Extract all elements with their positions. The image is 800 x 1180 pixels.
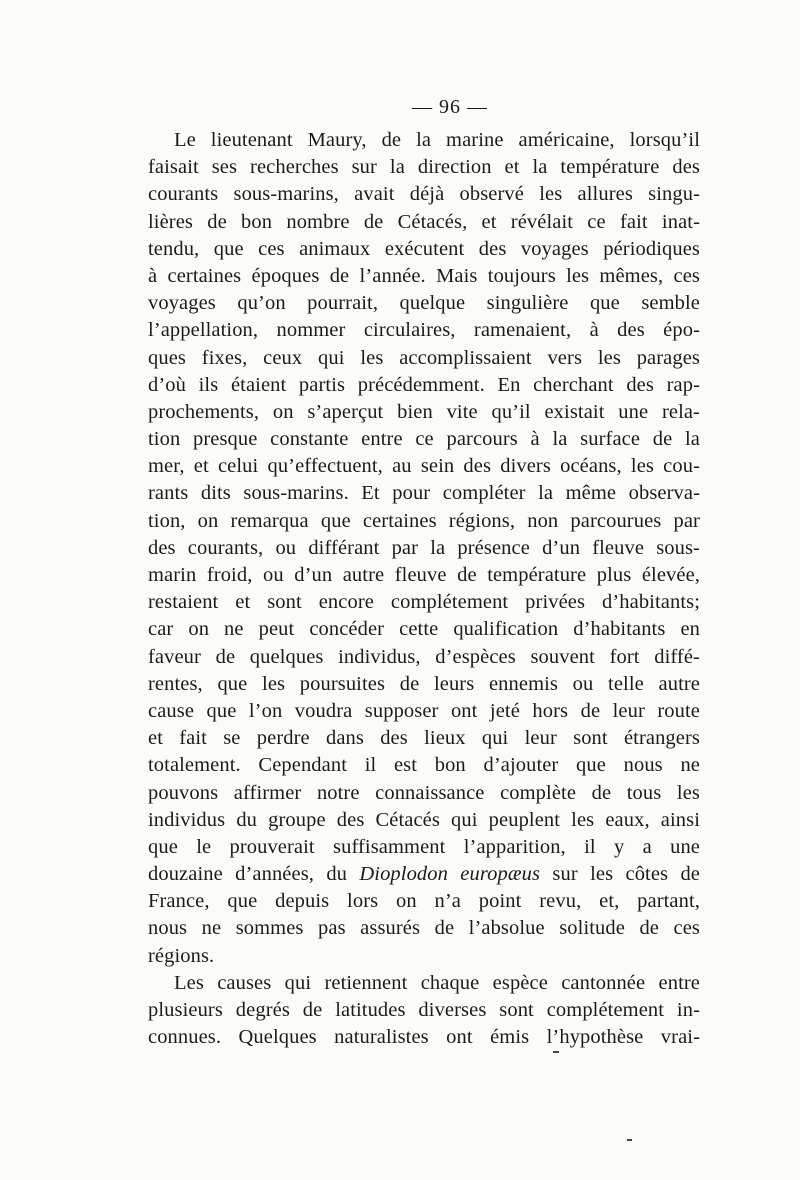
line-text-before: douzaine d’années, du	[148, 863, 360, 886]
line-text-after: sur les côtes de	[540, 863, 701, 886]
text-line: l’appellation, nommer circulaires, ramenaient, à des épo-	[148, 319, 700, 342]
text-line: que le prouverait suffisamment l’apparition, il y a une	[148, 835, 700, 858]
text-line: Les causes qui retiennent chaque espèce cantonnée entre	[174, 971, 700, 994]
text-line: France, que depuis lors on n’a point revu, et, partant,	[148, 890, 700, 913]
text-line: rentes, que les poursuites de leurs ennemis ou telle autre	[148, 672, 700, 695]
text-line: cause que l’on voudra supposer ont jeté hors de leur route	[148, 699, 700, 722]
text-line: des courants, ou différant par la présence d’un fleuve sous-	[148, 536, 700, 559]
text-line: et fait se perdre dans des lieux qui leur sont étrangers	[148, 727, 700, 750]
text-line: car on ne peut concéder cette qualification d’habitants en	[148, 618, 700, 641]
text-line: faveur de quelques individus, d’espèces souvent fort diffé-	[148, 645, 700, 668]
species-name: Dioplodon europæus	[359, 863, 541, 886]
text-line: d’où ils étaient partis précédemment. En cherchant des rap-	[148, 373, 700, 396]
text-line: connues. Quelques naturalistes ont émis l’hypothèse vrai-	[148, 1026, 700, 1049]
text-line: individus du groupe des Cétacés qui peuplent les eaux, ainsi	[148, 808, 700, 831]
text-line: courants sous-marins, avait déjà observé les allures singu-	[148, 183, 700, 206]
text-line: nous ne sommes pas assurés de l’absolue solitude de ces	[148, 917, 700, 940]
text-line: marin froid, ou d’un autre fleuve de température plus élevée,	[148, 564, 700, 586]
print-speck	[627, 1139, 632, 1141]
print-speck	[553, 1051, 559, 1053]
text-line: plusieurs degrés de latitudes diverses sont complétement in-	[148, 999, 700, 1021]
text-line: rants dits sous-marins. Et pour compléter la même observa-	[148, 482, 700, 505]
body-text	[148, 127, 701, 1051]
text-line: tendu, que ces animaux exécutent des voyages périodiques	[148, 237, 700, 260]
text-line: prochements, on s’aperçut bien vite qu’il existait une rela-	[148, 400, 700, 423]
text-line: totalement. Cependant il est bon d’ajouter que nous ne	[148, 754, 700, 777]
text-line: mer, et celui qu’effectuent, au sein des divers océans, les cou-	[148, 455, 700, 478]
text-line: restaient et sont encore complétement privées d’habitants;	[148, 591, 700, 614]
text-line: faisait ses recherches sur la direction et la température des	[148, 156, 700, 179]
text-line: régions.	[148, 944, 215, 967]
text-line: pouvons affirmer notre connaissance complète de tous les	[148, 781, 700, 804]
text-line: Le lieutenant Maury, de la marine américaine, lorsqu’il	[174, 129, 700, 151]
page-number: — 96 —	[412, 96, 488, 118]
text-line: tion presque constante entre ce parcours à la surface de la	[148, 428, 700, 451]
text-line: tion, on remarqua que certaines régions, non parcourues par	[148, 509, 700, 532]
text-line: voyages qu’on pourrait, quelque singulière que semble	[148, 292, 700, 315]
text-line: à certaines époques de l’année. Mais toujours les mêmes, ces	[148, 264, 700, 287]
text-line-with-species	[148, 861, 700, 888]
text-line: ques fixes, ceux qui les accomplissaient vers les parages	[148, 346, 700, 369]
text-line: lières de bon nombre de Cétacés, et révélait ce fait inat-	[148, 210, 700, 233]
